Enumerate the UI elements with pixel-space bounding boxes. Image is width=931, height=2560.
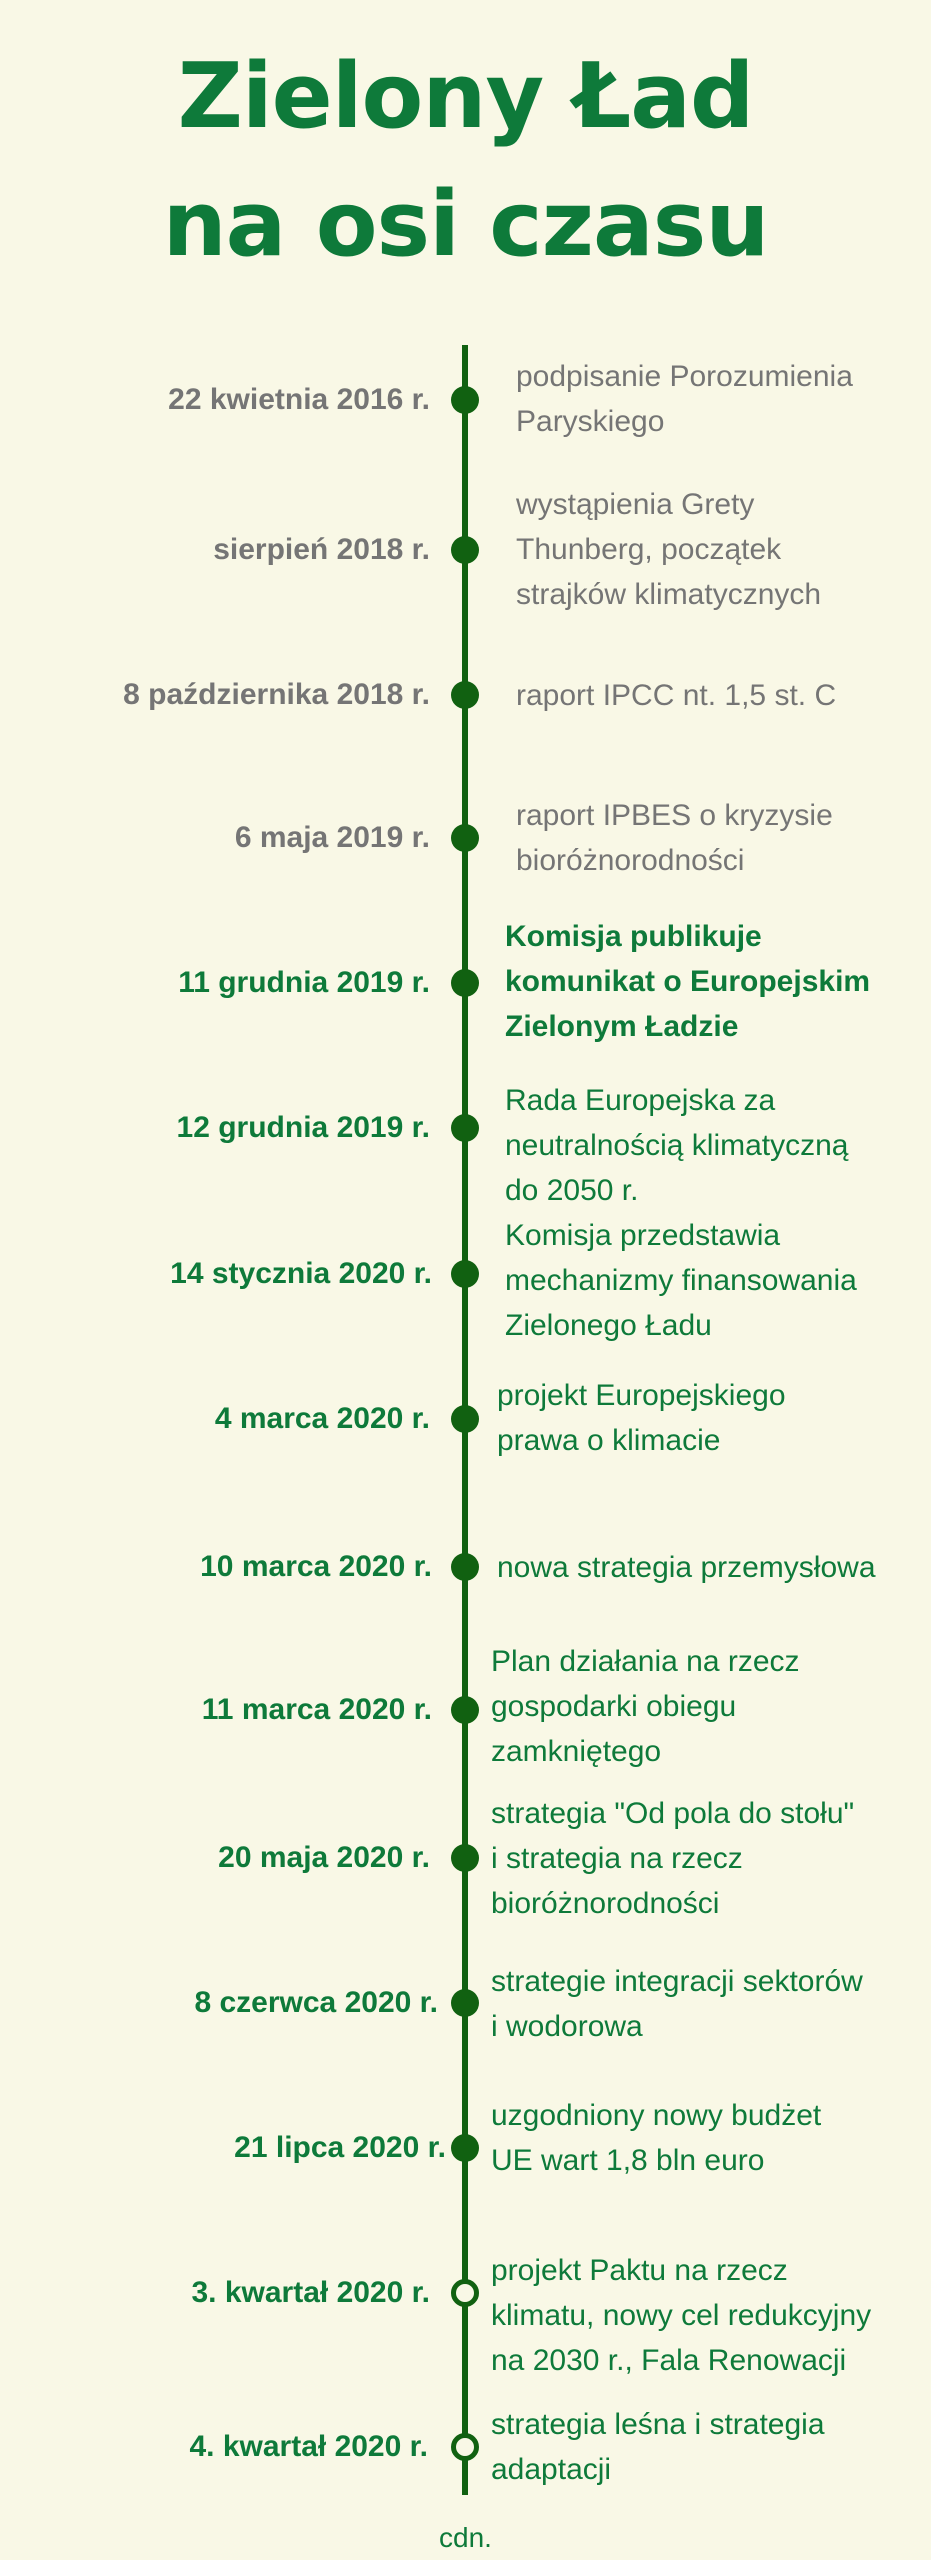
event-description-line: Zielonym Ładzie [505, 1010, 739, 1043]
event-date: 12 grudnia 2019 r. [176, 1111, 430, 1144]
timeline-marker [451, 2134, 479, 2162]
event-description [491, 2402, 825, 2492]
event-description [505, 914, 870, 1049]
timeline-marker [451, 824, 479, 852]
event-description-line: prawa o klimacie [497, 1424, 721, 1457]
event-description-line: podpisanie Porozumienia [516, 360, 853, 393]
timeline-marker [451, 1989, 479, 2017]
event-description-line: wystąpienia Grety [516, 488, 755, 521]
event-description-line: gospodarki obiegu [491, 1690, 737, 1723]
timeline-marker [451, 1844, 479, 1872]
timeline-marker [451, 1114, 479, 1142]
event-description [491, 1959, 863, 2049]
event-description-line: strategia "Od pola do stołu" [491, 1797, 855, 1830]
title-line-1: Zielony Ład [177, 44, 754, 149]
event-description-line: Komisja przedstawia [505, 1219, 781, 1252]
timeline-marker [451, 969, 479, 997]
event-date: 3. kwartał 2020 r. [191, 2276, 430, 2309]
timeline-marker [451, 536, 479, 564]
event-description [516, 354, 853, 444]
event-date: 11 grudnia 2019 r. [178, 966, 430, 999]
event-description-line: klimatu, nowy cel redukcyjny [491, 2299, 872, 2332]
event-description-line: Komisja publikuje [505, 920, 762, 953]
event-description-line: raport IPCC nt. 1,5 st. C [516, 679, 837, 712]
event-date: 8 czerwca 2020 r. [194, 1986, 438, 2019]
event-description-line: UE wart 1,8 bln euro [491, 2144, 765, 2177]
event-description-line: zamkniętego [491, 1735, 662, 1768]
event-description-line: neutralnością klimatyczną [505, 1129, 849, 1162]
timeline-marker [451, 1260, 479, 1288]
event-date: 8 października 2018 r. [123, 678, 430, 711]
event-description-line: raport IPBES o kryzysie [516, 799, 833, 832]
footer-continued: cdn. [439, 2522, 492, 2553]
event-description [497, 1373, 786, 1463]
event-description [505, 1213, 857, 1348]
event-description-line: adaptacji [491, 2453, 612, 2486]
event-date: 14 stycznia 2020 r. [170, 1257, 432, 1290]
event-description-line: i wodorowa [491, 2010, 643, 2043]
event-description-line: do 2050 r. [505, 1174, 639, 1207]
event-date: 10 marca 2020 r. [200, 1550, 432, 1583]
timeline-marker-open [451, 2433, 479, 2461]
event-description [505, 1078, 849, 1213]
event-description [497, 1545, 876, 1590]
event-description [516, 673, 836, 718]
timeline-marker [451, 1553, 479, 1581]
event-description-line: nowa strategia przemysłowa [497, 1551, 876, 1584]
event-date: 22 kwietnia 2016 r. [168, 383, 430, 416]
timeline-marker [451, 681, 479, 709]
event-date: 6 maja 2019 r. [234, 821, 430, 854]
event-description [491, 2093, 821, 2183]
event-description [491, 1791, 854, 1926]
event-description-line: mechanizmy finansowania [505, 1264, 857, 1297]
event-description [516, 482, 821, 617]
event-date: 11 marca 2020 r. [201, 1693, 432, 1726]
timeline-marker [451, 1405, 479, 1433]
event-description-line: Thunberg, początek [516, 533, 782, 566]
event-description-line: strategie integracji sektorów [491, 1965, 863, 1998]
event-description-line: bioróżnorodności [516, 844, 745, 877]
event-description [516, 793, 833, 883]
event-description-line: projekt Europejskiego [497, 1379, 786, 1412]
event-description [491, 1639, 800, 1774]
event-date: 21 lipca 2020 r. [234, 2131, 446, 2164]
event-description-line: strategia leśna i strategia [491, 2408, 825, 2441]
event-description-line: strajków klimatycznych [516, 578, 822, 611]
event-description-line: i strategia na rzecz [491, 1842, 743, 1875]
event-date: sierpień 2018 r. [213, 533, 430, 566]
timeline-marker [451, 1696, 479, 1724]
event-description-line: Plan działania na rzecz [491, 1645, 800, 1678]
event-description-line: Zielonego Ładu [505, 1309, 712, 1342]
timeline-marker-open [451, 2279, 479, 2307]
event-description [491, 2248, 871, 2383]
timeline-marker [451, 386, 479, 414]
event-description-line: projekt Paktu na rzecz [491, 2254, 788, 2287]
event-description-line: Paryskiego [516, 405, 665, 438]
event-description-line: komunikat o Europejskim [505, 965, 871, 998]
event-description-line: na 2030 r., Fala Renowacji [491, 2344, 847, 2377]
event-date: 4. kwartał 2020 r. [189, 2430, 428, 2463]
event-date: 4 marca 2020 r. [214, 1402, 430, 1435]
event-date: 20 maja 2020 r. [218, 1841, 430, 1874]
event-description-line: uzgodniony nowy budżet [491, 2099, 822, 2132]
event-description-line: bioróżnorodności [491, 1887, 720, 1920]
event-description-line: Rada Europejska za [505, 1084, 776, 1117]
title-line-2: na osi czasu [162, 172, 769, 277]
